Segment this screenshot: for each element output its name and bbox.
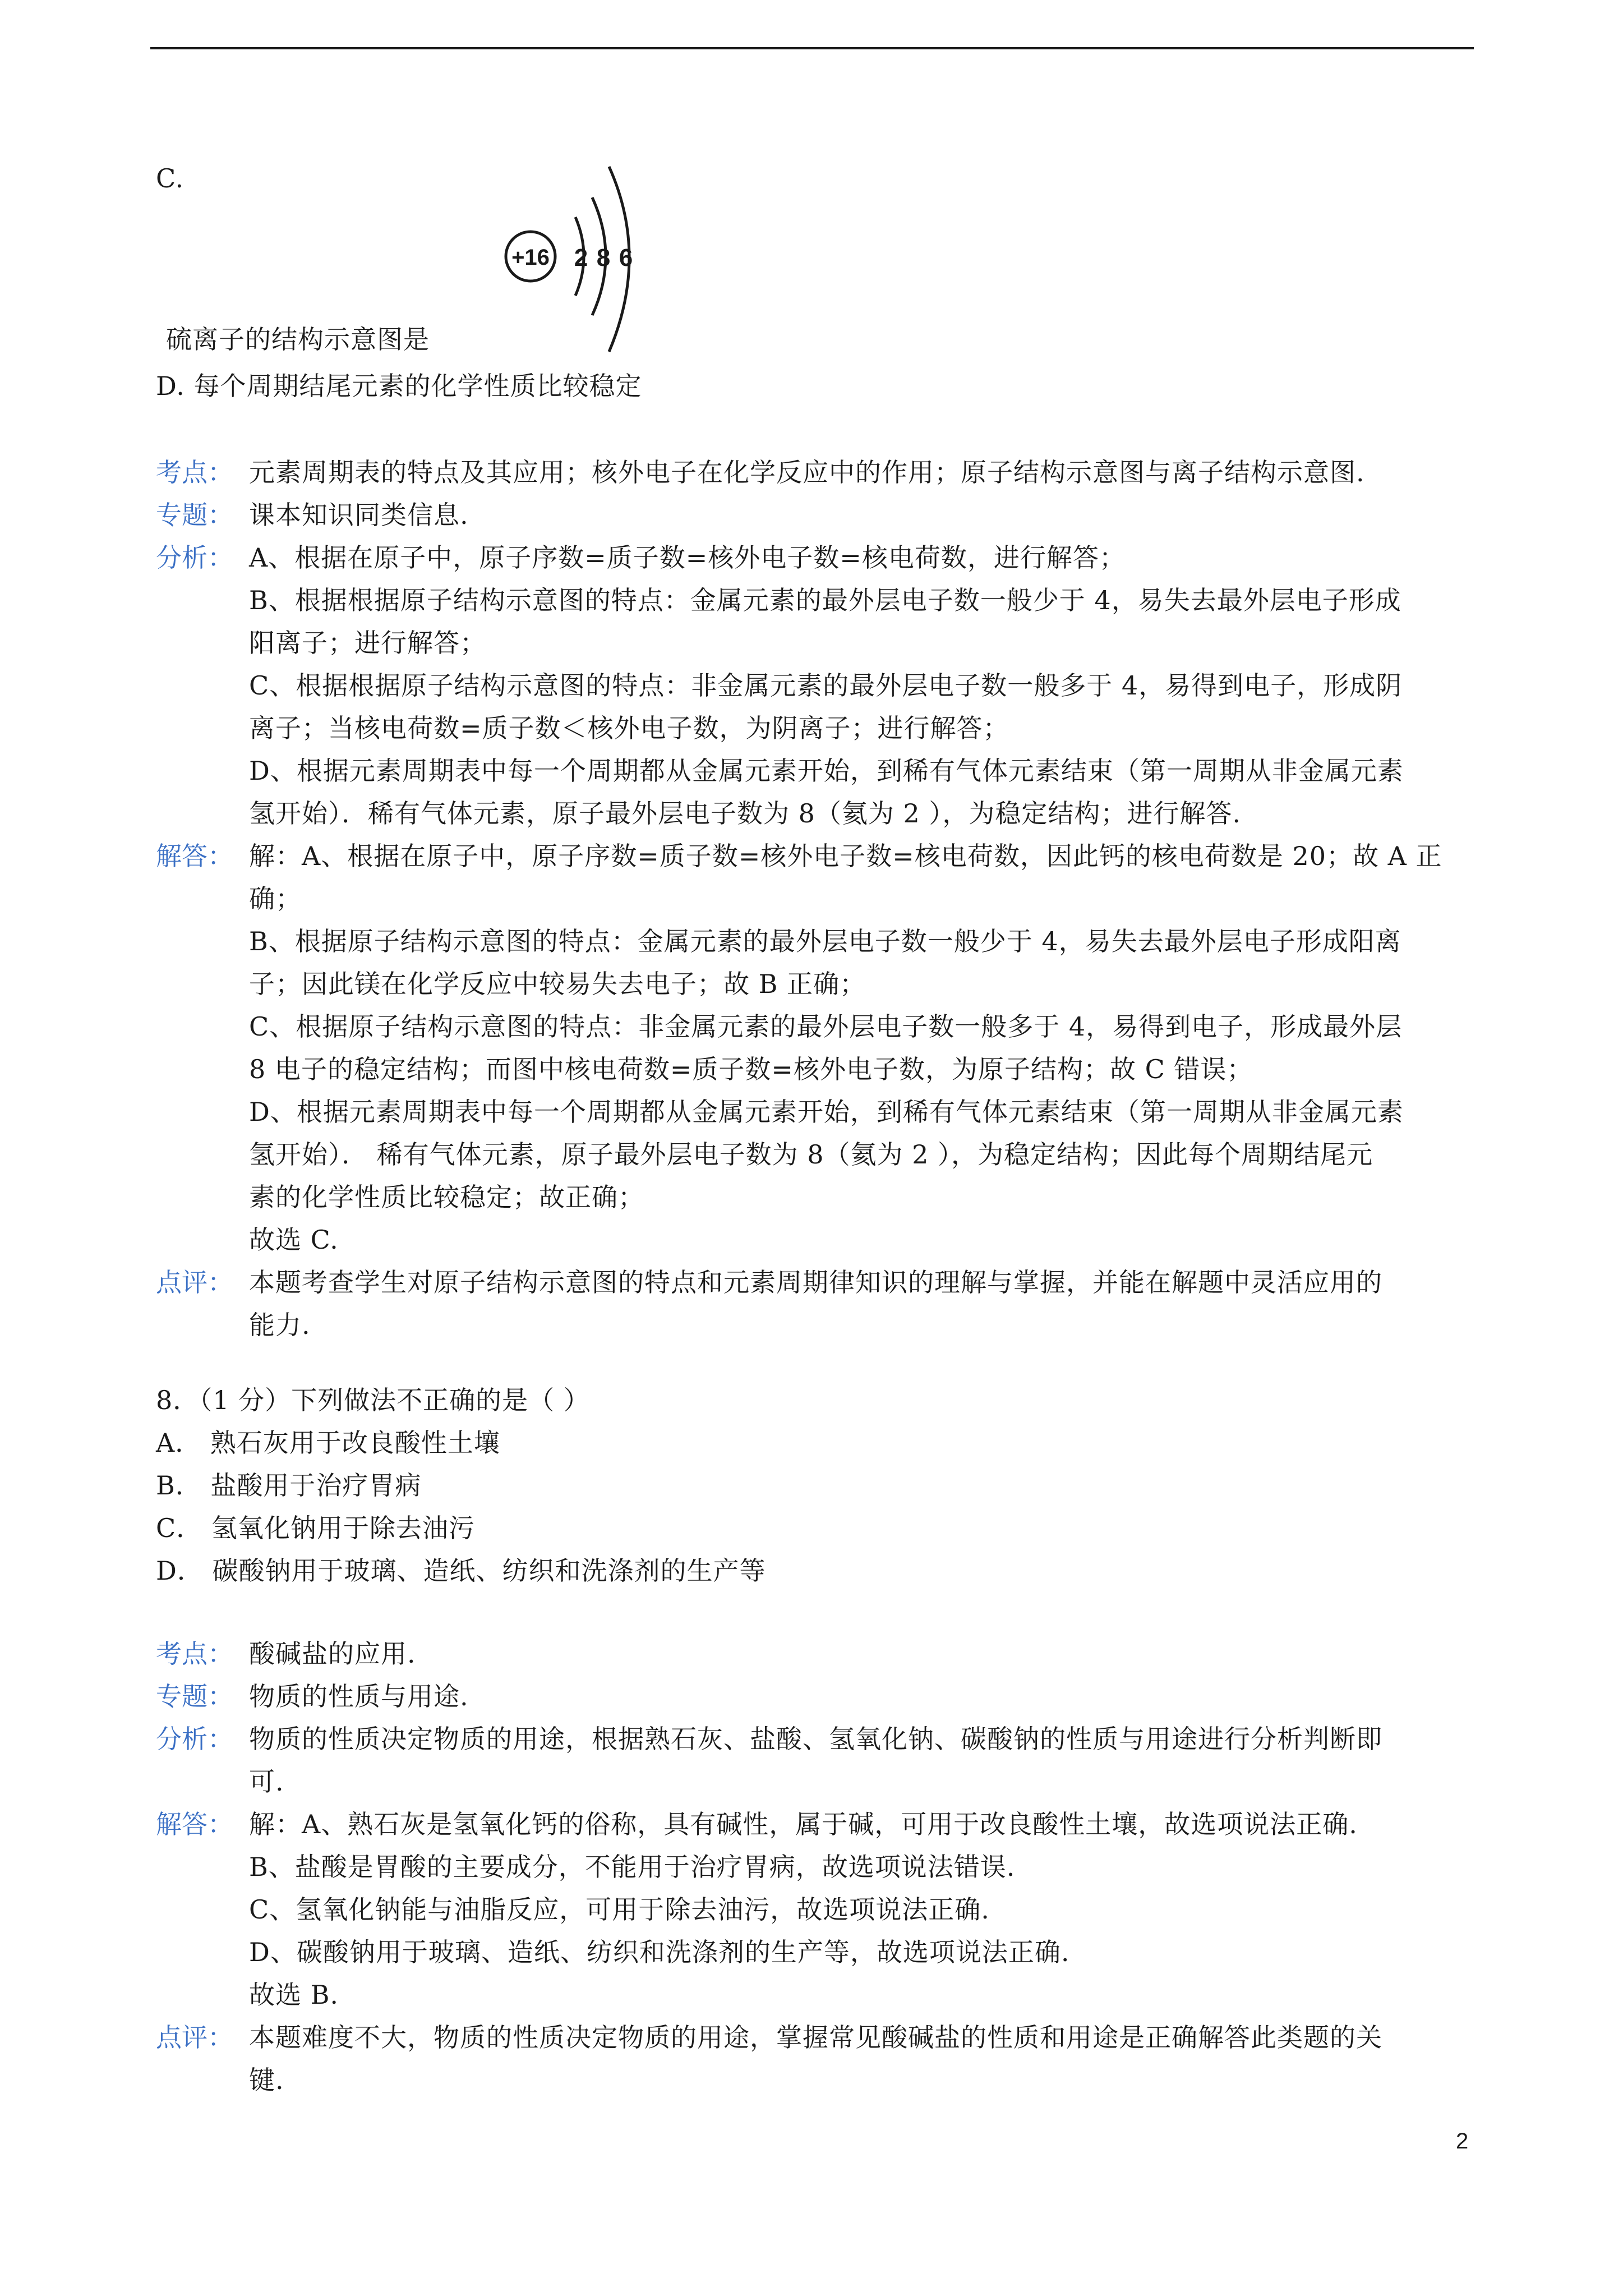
- jieda-line: C、根据原子结构示意图的特点：非金属元素的最外层电子数一般多于 4，易得到电子，形成最外层: [249, 1011, 1403, 1042]
- kaodian-label: 考点：: [156, 457, 233, 487]
- dianping-line: 能力.: [249, 1310, 311, 1340]
- jieda-line: 子；因此镁在化学反应中较易失去电子；故 B 正确；: [249, 969, 866, 999]
- zhuanti-label: 专题：: [156, 1681, 233, 1711]
- jieda-line: C、氢氧化钠能与油脂反应，可用于除去油污，故选项说法正确.: [249, 1894, 990, 1925]
- fenxi-line: A、根据在原子中，原子序数=质子数=核外电子数=核电荷数，进行解答；: [249, 542, 1126, 573]
- jieda-line: B、根据原子结构示意图的特点：金属元素的最外层电子数一般少于 4，易失去最外层电子形成阳离: [249, 926, 1401, 956]
- jieda-line: 解：A、熟石灰是氢氧化钙的俗称，具有碱性，属于碱，可用于改良酸性土壤，故选项说法正确.: [249, 1809, 1358, 1839]
- shell-1-count: 2: [574, 244, 588, 272]
- dianping-line: 本题考查学生对原子结构示意图的特点和元素周期律知识的理解与掌握，并能在解题中灵活应用的: [249, 1267, 1382, 1297]
- jieda-line: 素的化学性质比较稳定；故正确；: [249, 1182, 644, 1212]
- jieda-line: B、盐酸是胃酸的主要成分，不能用于治疗胃病，故选项说法错误.: [249, 1852, 1016, 1882]
- fenxi-line: B、根据根据原子结构示意图的特点：金属元素的最外层电子数一般少于 4，易失去最外层电子形成: [249, 585, 1401, 615]
- fenxi-line: 氢开始）．稀有气体元素，原子最外层电子数为 8（氦为 2 ），为稳定结构；进行解答.: [249, 798, 1242, 829]
- header-rule: [150, 47, 1474, 49]
- q8-option: D． 碳酸钠用于玻璃、造纸、纺织和洗涤剂的生产等: [156, 1556, 766, 1586]
- shell-3-count: 6: [619, 244, 633, 272]
- sulfur-ion-structure-diagram: [497, 158, 643, 360]
- fenxi-line: D、根据元素周期表中每一个周期都从金属元素开始，到稀有气体元素结束（第一周期从非金属元素: [249, 756, 1404, 786]
- q8-option: B． 盐酸用于治疗胃病: [156, 1470, 422, 1501]
- kaodian-label: 考点：: [156, 1639, 233, 1669]
- zhuanti-text: 物质的性质与用途.: [249, 1681, 469, 1711]
- jieda-line: D、根据元素周期表中每一个周期都从金属元素开始，到稀有气体元素结束（第一周期从非金属元素: [249, 1097, 1404, 1127]
- dianping-line: 键.: [249, 2065, 284, 2095]
- option-d: D. 每个周期结尾元素的化学性质比较稳定: [156, 371, 642, 401]
- fenxi-line: 物质的性质决定物质的用途，根据熟石灰、盐酸、氢氧化钠、碳酸钠的性质与用途进行分析判断即: [249, 1724, 1382, 1754]
- jieda-label: 解答：: [156, 1809, 233, 1839]
- fenxi-line: 离子；当核电荷数=质子数＜核外电子数，为阴离子；进行解答；: [249, 713, 1009, 743]
- jieda-line: 故选 B.: [249, 1980, 339, 2010]
- fenxi-line: 阳离子；进行解答；: [249, 628, 486, 658]
- fenxi-label: 分析：: [156, 542, 233, 573]
- jieda-line: 确；: [249, 884, 302, 914]
- page-number: 2: [1456, 2129, 1469, 2154]
- shell-2-count: 8: [596, 244, 611, 272]
- fenxi-line: C、根据根据原子结构示意图的特点：非金属元素的最外层电子数一般多于 4，易得到电子，形成阴: [249, 670, 1403, 701]
- dianping-label: 点评：: [156, 1267, 233, 1297]
- fenxi-line: 可.: [249, 1766, 284, 1797]
- dianping-label: 点评：: [156, 2022, 233, 2053]
- jieda-line: 8 电子的稳定结构；而图中核电荷数=质子数=核外电子数，为原子结构；故 C 错误；: [249, 1054, 1253, 1084]
- option-c-caption: 硫离子的结构示意图是: [166, 324, 430, 355]
- zhuanti-label: 专题：: [156, 500, 233, 530]
- zhuanti-text: 课本知识同类信息.: [249, 500, 469, 530]
- dianping-line: 本题难度不大，物质的性质决定物质的用途，掌握常见酸碱盐的性质和用途是正确解答此类题的关: [249, 2022, 1382, 2053]
- jieda-label: 解答：: [156, 841, 233, 871]
- jieda-line: 故选 C.: [249, 1225, 339, 1255]
- nucleus-charge: +16: [511, 245, 550, 270]
- option-c-letter: C.: [156, 163, 185, 194]
- jieda-line: 氢开始）． 稀有气体元素，原子最外层电子数为 8（氦为 2 ），为稳定结构；因此每个周期结尾元: [249, 1139, 1373, 1170]
- q8-option: C． 氢氧化钠用于除去油污: [156, 1513, 475, 1543]
- kaodian-text: 元素周期表的特点及其应用；核外电子在化学反应中的作用；原子结构示意图与离子结构示意图.: [249, 457, 1365, 487]
- q8-option: A． 熟石灰用于改良酸性土壤: [156, 1428, 500, 1458]
- jieda-line: D、碳酸钠用于玻璃、造纸、纺织和洗涤剂的生产等，故选项说法正确.: [249, 1937, 1070, 1967]
- q8-stem: 8．（1 分）下列做法不正确的是（ ）: [156, 1385, 590, 1415]
- jieda-line: 解：A、根据在原子中，原子序数=质子数=核外电子数=核电荷数，因此钙的核电荷数是 20；故 A 正: [249, 841, 1442, 871]
- kaodian-text: 酸碱盐的应用.: [249, 1639, 416, 1669]
- fenxi-label: 分析：: [156, 1724, 233, 1754]
